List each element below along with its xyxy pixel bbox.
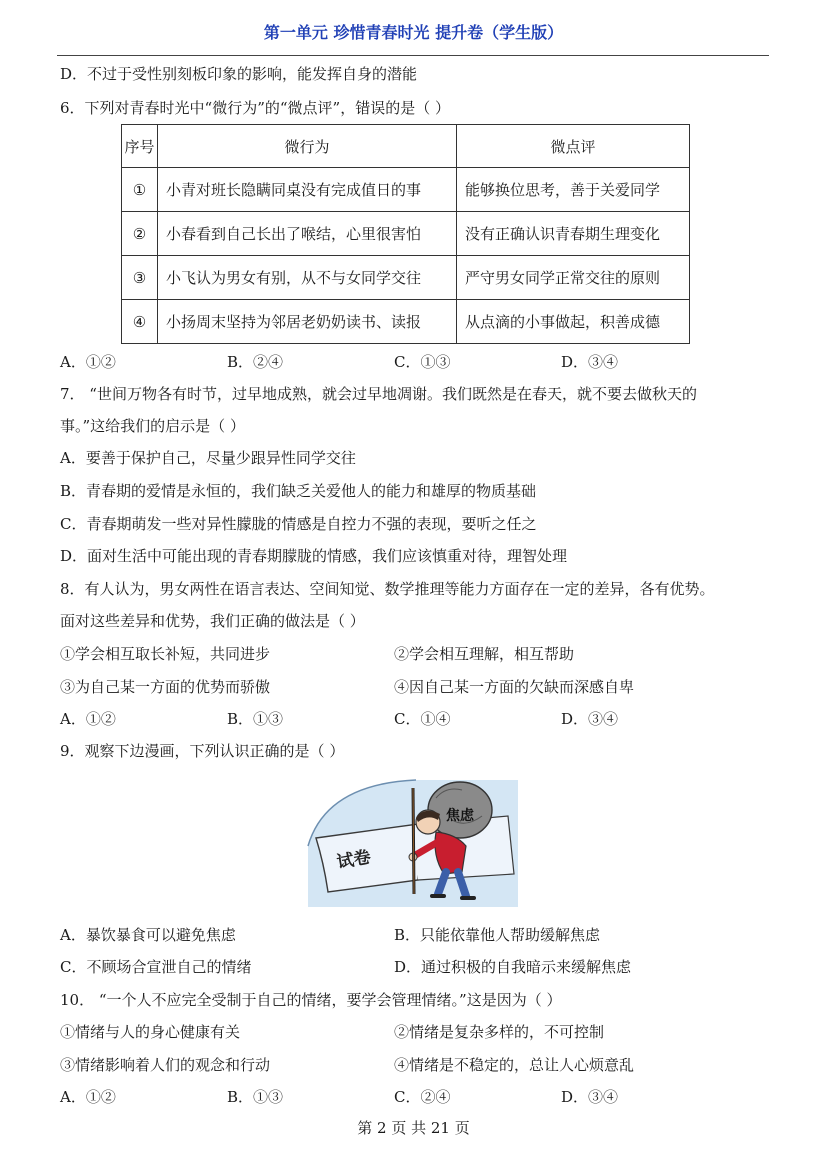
q9-option-b: B．只能依靠他人帮助缓解焦虑 xyxy=(394,926,601,944)
q8-option-c: C．①④ xyxy=(394,710,451,728)
q10-option-d: D．③④ xyxy=(561,1088,619,1106)
q8-item-2: ②学会相互理解，相互帮助 xyxy=(394,645,575,663)
q9-option-d: D．通过积极的自我暗示来缓解焦虑 xyxy=(394,958,632,976)
table-cell: ③ xyxy=(122,256,158,300)
paper-label: 试卷 xyxy=(335,847,373,873)
document-header: 第一单元 珍惜青春时光 提升卷（学生版） xyxy=(263,23,564,42)
q9-option-c: C．不顾场合宣泄自己的情绪 xyxy=(60,958,252,976)
table-header-cell: 序号 xyxy=(122,125,158,168)
bag-label: 焦虑 xyxy=(446,808,474,824)
q6-option-c: C．①③ xyxy=(394,353,451,371)
q8-option-d: D．③④ xyxy=(561,710,619,728)
q7-option-b: B．青春期的爱情是永恒的，我们缺乏关爱他人的能力和雄厚的物质基础 xyxy=(60,482,537,500)
q7-option-c: C．青春期萌发一些对异性朦胧的情感是自控力不强的表现，要听之任之 xyxy=(60,515,537,533)
q9-cartoon xyxy=(306,776,518,907)
q6-option-d: D．③④ xyxy=(561,353,619,371)
table-cell: ① xyxy=(122,168,158,212)
q6-option-b: B．②④ xyxy=(227,353,284,371)
q9-option-a: A．暴饮暴食可以避免焦虑 xyxy=(60,926,236,944)
q10-item-3: ③情绪影响着人们的观念和行动 xyxy=(60,1056,271,1074)
q8-stem-line-2: 面对这些差异和优势，我们正确的做法是（ ） xyxy=(60,612,365,630)
q8-option-a: A．①② xyxy=(60,710,116,728)
q10-option-b: B．①③ xyxy=(227,1088,284,1106)
table-cell: 小扬周末坚持为邻居老奶奶读书、读报 xyxy=(158,300,457,344)
q8-item-4: ④因自己某一方面的欠缺而深感自卑 xyxy=(394,678,635,696)
q6-table xyxy=(121,124,690,344)
q10-item-1: ①情绪与人的身心健康有关 xyxy=(60,1023,241,1041)
table-cell: 从点滴的小事做起，积善成德 xyxy=(457,300,690,344)
table-cell: 没有正确认识青春期生理变化 xyxy=(457,212,690,256)
q7-option-d: D．面对生活中可能出现的青春期朦胧的情感，我们应该慎重对待，理智处理 xyxy=(60,547,568,565)
table-row xyxy=(122,300,690,344)
q6-option-a: A．①② xyxy=(60,353,116,371)
table-row xyxy=(122,212,690,256)
table-row xyxy=(122,168,690,212)
q10-stem: 10． “一个人不应完全受制于自己的情绪，要学会管理情绪。”这是因为（ ） xyxy=(60,991,562,1009)
table-row xyxy=(122,256,690,300)
table-cell: 小飞认为男女有别，从不与女同学交往 xyxy=(158,256,457,300)
table-cell: 小青对班长隐瞒同桌没有完成值日的事 xyxy=(158,168,457,212)
q10-item-2: ②情绪是复杂多样的，不可控制 xyxy=(394,1023,605,1041)
table-header-cell: 微行为 xyxy=(158,125,457,168)
table-cell: 能够换位思考，善于关爱同学 xyxy=(457,168,690,212)
table-header-cell: 微点评 xyxy=(457,125,690,168)
q7-stem-line-2: 事。”这给我们的启示是（ ） xyxy=(60,417,245,435)
header-rule xyxy=(57,55,769,56)
table-cell: 小春看到自己长出了喉结，心里很害怕 xyxy=(158,212,457,256)
q5-option-d: D．不过于受性别刻板印象的影响，能发挥自身的潜能 xyxy=(60,65,418,83)
q10-option-c: C．②④ xyxy=(394,1088,451,1106)
q8-option-b: B．①③ xyxy=(227,710,284,728)
table-cell: ④ xyxy=(122,300,158,344)
q7-stem-line-1: 7． “世间万物各有时节，过早地成熟，就会过早地凋谢。我们既然是在春天，就不要去做秋天的 xyxy=(60,385,697,403)
q8-item-1: ①学会相互取长补短，共同进步 xyxy=(60,645,271,663)
q8-stem-line-1: 8．有人认为，男女两性在语言表达、空间知觉、数学推理等能力方面存在一定的差异，各有优势。 xyxy=(60,580,715,598)
q10-item-4: ④情绪是不稳定的，总让人心烦意乱 xyxy=(394,1056,635,1074)
table-cell: 严守男女同学正常交往的原则 xyxy=(457,256,690,300)
q6-stem: 6．下列对青春时光中“微行为”的“微点评”，错误的是（ ） xyxy=(60,99,450,117)
q7-option-a: A．要善于保护自己，尽量少跟异性同学交往 xyxy=(60,449,356,467)
q8-item-3: ③为自己某一方面的优势而骄傲 xyxy=(60,678,271,696)
q9-stem: 9．观察下边漫画，下列认识正确的是（ ） xyxy=(60,742,345,760)
table-cell: ② xyxy=(122,212,158,256)
page-number: 第 2 页 共 21 页 xyxy=(357,1119,470,1137)
table-header-row xyxy=(122,125,690,168)
q10-option-a: A．①② xyxy=(60,1088,116,1106)
